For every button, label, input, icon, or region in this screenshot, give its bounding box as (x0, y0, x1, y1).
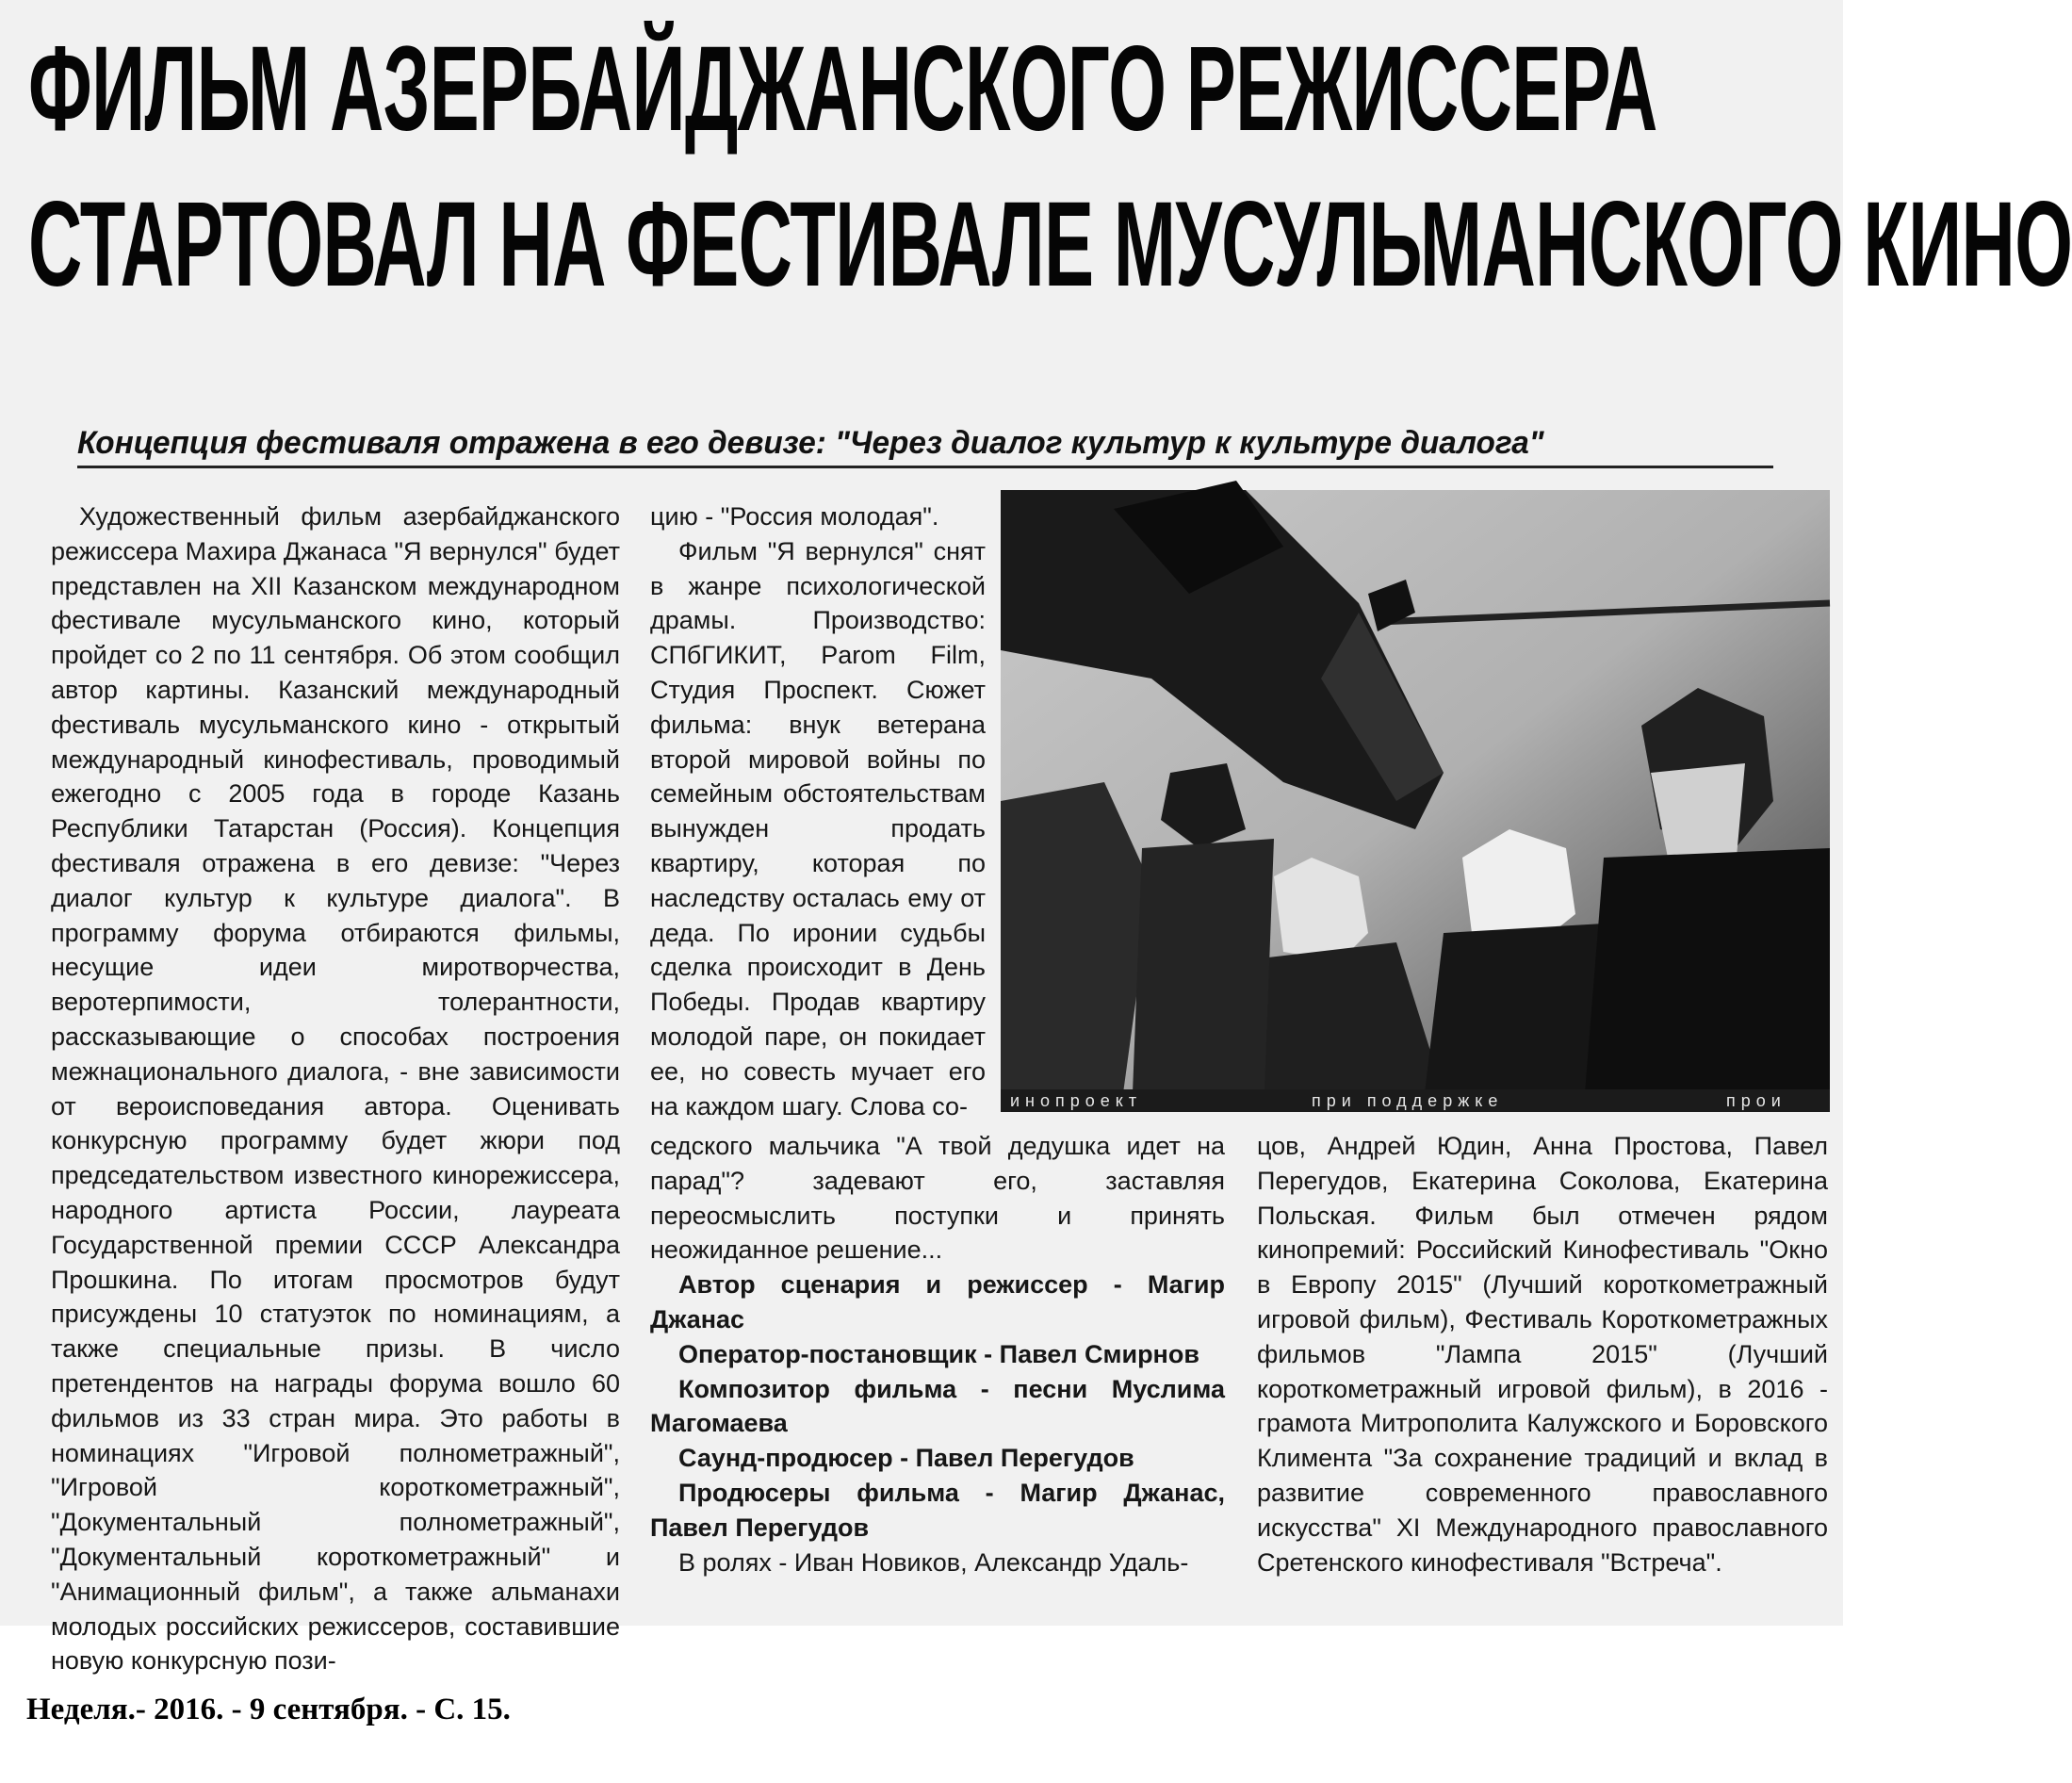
film-still-photo (1001, 490, 1830, 1112)
headline-line-2: СТАРТОВАЛ НА ФЕСТИВАЛЕ МУСУЛЬМАНСКОГО КИНО (28, 177, 2072, 312)
article-column-2-continued (650, 1129, 1225, 1579)
cast-start: В ролях - Иван Новиков, Александр Удаль- (678, 1547, 1189, 1577)
film-credits (650, 1268, 1225, 1545)
column-1-text: Художественный фильм азербайджанского режиссера Махира Джанаса "Я вернулся" будет представлен на XII Казанском международном фестивале мусульманского кино, который пройдет со 2 по 11 сентября. Об этом сообщил автор картины. Казанский международный фестиваль мусульманского кино - открытый международный кинофестиваль, проводимый ежегодно с 2005 года в городе Казань Республики Татарстан (Россия). Концепция фестиваля отражена в его девизе: "Через диалог культур к культуре диалога". В программу форума отбираются фильмы, несущие идеи миротворчества, веротерпимости, толерантности, рассказывающие о способах построения межнационального диалога, - вне зависимости от вероисповедания автора. Оценивать конкурсную программу будет жюри под председательством известного кинорежиссера, народного артиста России, лауреата Государственной премии СССР Александра Прошкина. По итогам просмотров будут присуждены 10 статуэток по номинациям, а также специальные призы. В число претендентов на награды форума вошло 60 фильмов из 33 стран мира. Это работы в номинациях "Игровой полнометражный", "Игровой короткометражный", "Документальный полнометражный", "Документальный короткометражный" и "Анимационный фильм", а также альманахи молодых российских режиссеров, составившие новую конкурсную пози- (51, 502, 620, 1676)
photo-caption-right: прои (1726, 1091, 1786, 1110)
credit-line: Саунд-продюсер - Павел Перегудов (678, 1444, 1134, 1473)
credit-line: Продюсеры фильма - Магир Джанас, Павел Перегудов (650, 1478, 1225, 1542)
subheading-underline (77, 466, 1773, 468)
credit-line: Оператор-постановщик - Павел Смирнов (678, 1339, 1199, 1368)
headline-line-1: ФИЛЬМ АЗЕРБАЙДЖАНСКОГО РЕЖИССЕРА (28, 22, 1657, 156)
column-3-text: цов, Андрей Юдин, Анна Простова, Павел Перегудов, Екатерина Соколова, Екатерина Польская. Фильм был отмечен рядом кинопремий: Российский Кинофестиваль "Окно в Европу 2015" (Лучший короткометражный игровой фильм), Фестиваль Короткометражных фильмов "Лампа 2015" (Лучший короткометражный игровой фильм), в 2016 - грамота Митрополита Калужского и Боровского Климента "За сохранение традиций и вклад в развитие современного православного искусства" XI Международного православного Сретенского кинофестиваля "Встреча". (1257, 1132, 1828, 1577)
subheading: Концепция фестиваля отражена в его девизе: "Через диалог культур к культуре диалога" (77, 425, 1544, 461)
photo-caption-strip (1001, 1089, 1830, 1112)
film-still-image (1001, 490, 1830, 1112)
photo-caption-middle: при поддержке (1312, 1091, 1504, 1110)
photo-caption-left: инопроект (1010, 1091, 1143, 1110)
article-column-2 (650, 499, 986, 1123)
credit-line: Автор сценария и режиссер - Магир Джанас (650, 1270, 1225, 1333)
column-2-start: цию - "Россия молодая". (650, 502, 939, 531)
article-column-1 (51, 499, 620, 1678)
source-citation: Неделя.- 2016. - 9 сентября. - С. 15. (26, 1693, 511, 1726)
credit-line: Композитор фильма - песни Муслима Магомаева (650, 1374, 1225, 1438)
column-2-continued-text: седского мальчика "А твой дедушка идет на парад"? задевают его, заставляя переосмыслить поступки и принять неожиданное решение... (650, 1132, 1225, 1265)
column-2-paragraph: Фильм "Я вернулся" снят в жанре психологической драмы. Производство: СПбГИКИТ, Parom Film, Студия Проспект. Сюжет фильма: внук ветерана второй мировой войны по семейным обстоятельствам вынужден продать квартиру, которая по наследству осталась ему от деда. По иронии судьбы сделка происходит в День Победы. Продав квартиру молодой паре, он покидает ее, но совесть мучает его на каждом шагу. Слова со- (650, 536, 986, 1121)
article-column-3 (1257, 1129, 1828, 1579)
